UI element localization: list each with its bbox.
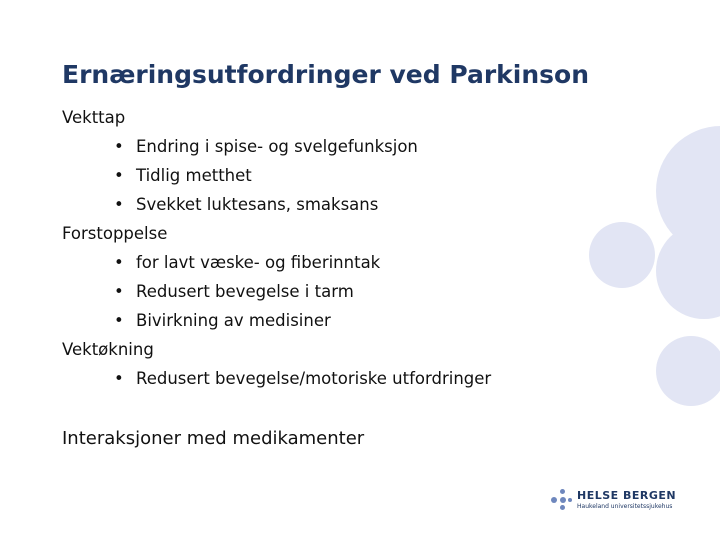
slide-body (62, 103, 582, 453)
decorative-circle (656, 336, 720, 406)
bullet-glyph: • (114, 253, 124, 272)
decorative-circle (656, 223, 720, 319)
bullet-item (62, 190, 582, 219)
helse-bergen-logo (548, 488, 678, 514)
bullet-glyph: • (114, 311, 124, 330)
bullet-text: Endring i spise- og svelgefunksjon (136, 137, 418, 156)
bullet-text: Redusert bevegelse i tarm (136, 282, 354, 301)
bullet-item (62, 364, 582, 393)
bullet-glyph: • (114, 137, 124, 156)
bullet-glyph: • (114, 166, 124, 185)
bullet-glyph: • (114, 369, 124, 388)
section-heading-vekttap: Vekttap (62, 108, 126, 127)
bullet-item (62, 248, 582, 277)
logo-dots-icon (548, 488, 574, 512)
bullet-glyph: • (114, 282, 124, 301)
bullet-item (62, 306, 582, 335)
logo-name: HELSE BERGEN (577, 489, 677, 502)
extra-topic-line: Interaksjoner med medikamenter (62, 428, 365, 449)
bullet-item (62, 132, 582, 161)
bullet-text: Svekket luktesans, smaksans (136, 195, 379, 214)
logo-subtitle: Haukeland universitetssjukehus (577, 503, 673, 510)
section-heading-forstoppelse: Forstoppelse (62, 224, 168, 243)
bullet-text: Redusert bevegelse/motoriske utfordringer (136, 369, 492, 388)
bullet-item (62, 277, 582, 306)
slide-title: Ernæringsutfordringer ved Parkinson (62, 60, 590, 89)
section-heading-vektokning: Vektøkning (62, 340, 154, 359)
bullet-text: Tidlig metthet (136, 166, 252, 185)
bullet-glyph: • (114, 195, 124, 214)
decorative-circle (589, 222, 655, 288)
bullet-text: Bivirkning av medisiner (136, 311, 331, 330)
bullet-text: for lavt væske- og fiberinntak (136, 253, 381, 272)
bullet-item (62, 161, 582, 190)
